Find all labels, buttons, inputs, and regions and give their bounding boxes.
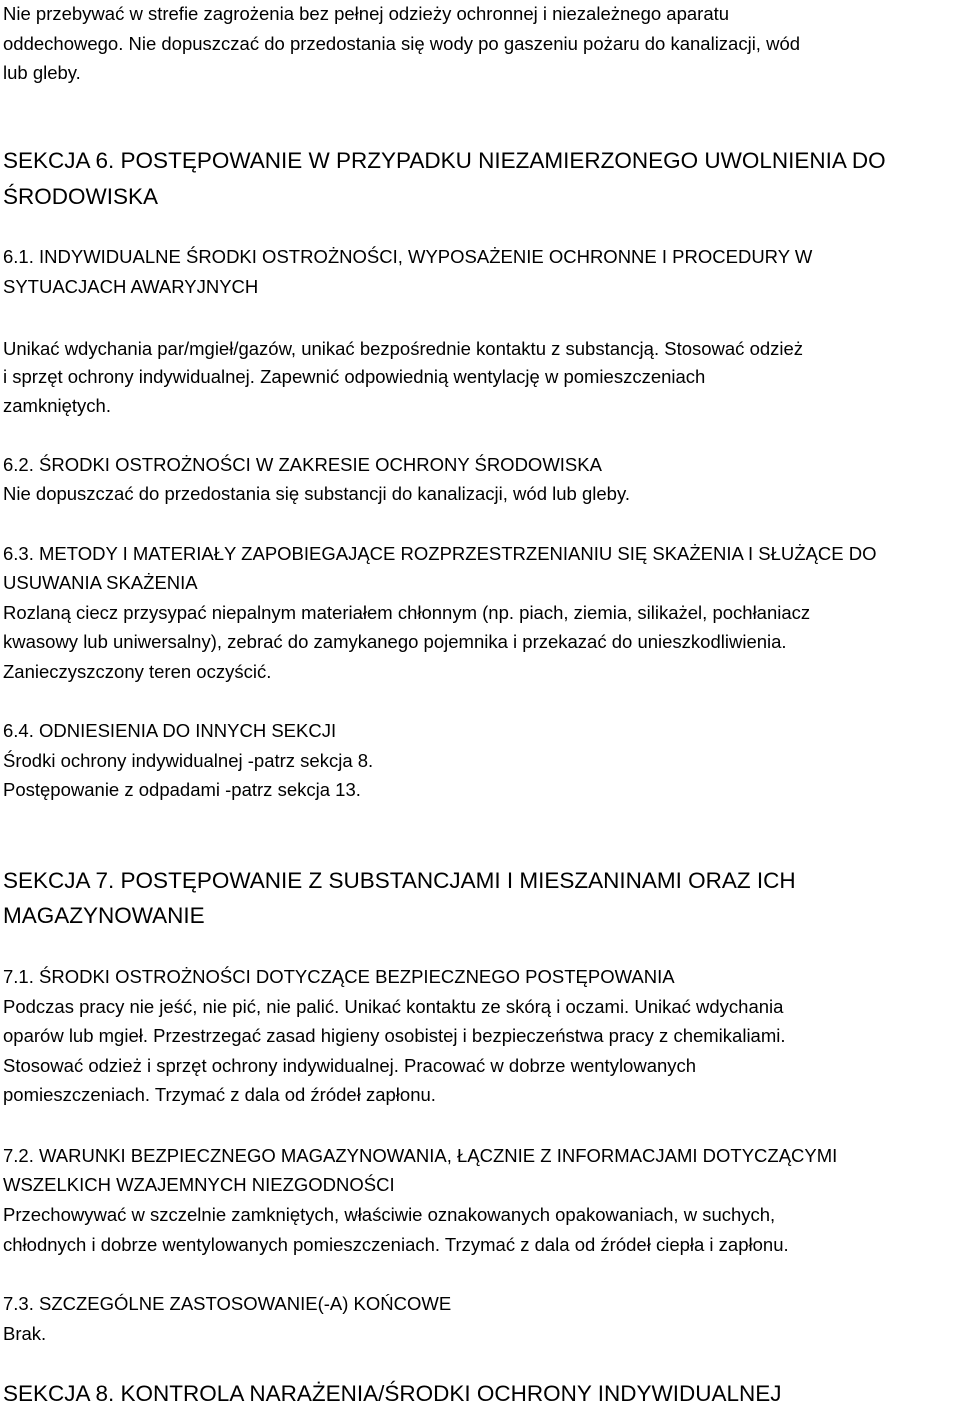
section-8-heading: SEKCJA 8. KONTROLA NARAŻENIA/ŚRODKI OCHRONY INDYWIDUALNEJ xyxy=(3,1381,782,1406)
text-line: Rozlaną ciecz przysypać niepalnym materiałem chłonnym (np. piach, ziemia, silikażel, pochłaniacz xyxy=(3,602,811,623)
text-line: lub gleby. xyxy=(3,62,81,83)
text-line: zamkniętych. xyxy=(3,395,111,416)
text-line: i sprzęt ochrony indywidualnej. Zapewnić odpowiednią wentylację w pomieszczeniach xyxy=(3,366,706,387)
subsection-6-4-heading: 6.4. ODNIESIENIA DO INNYCH SEKCJI xyxy=(3,720,337,741)
text-line: Unikać wdychania par/mgieł/gazów, unikać bezpośrednie kontaktu z substancją. Stosować odzież xyxy=(3,338,804,359)
section-6-heading-cont: ŚRODOWISKA xyxy=(3,184,159,209)
section-7-heading: SEKCJA 7. POSTĘPOWANIE Z SUBSTANCJAMI I MIESZANINAMI ORAZ ICH xyxy=(3,868,796,893)
subsection-7-2-heading: 7.2. WARUNKI BEZPIECZNEGO MAGAZYNOWANIA, ŁĄCZNIE Z INFORMACJAMI DOTYCZĄCYMI xyxy=(3,1145,838,1166)
section-6-heading: SEKCJA 6. POSTĘPOWANIE W PRZYPADKU NIEZAMIERZONEGO UWOLNIENIA DO xyxy=(3,148,886,173)
subsection-6-3-heading-cont: USUWANIA SKAŻENIA xyxy=(3,572,198,593)
text-line: Nie dopuszczać do przedostania się substancji do kanalizacji, wód lub gleby. xyxy=(3,483,630,504)
text-line: oddechowego. Nie dopuszczać do przedostania się wody po gaszeniu pożaru do kanalizacji, wód xyxy=(3,33,801,54)
subsection-7-2-heading-cont: WSZELKICH WZAJEMNYCH NIEZGODNOŚCI xyxy=(3,1174,395,1195)
text-line: Przechowywać w szczelnie zamkniętych, właściwie oznakowanych opakowaniach, w suchych, xyxy=(3,1204,776,1225)
text-line: Brak. xyxy=(3,1323,47,1344)
subsection-6-1-heading-cont: SYTUACJACH AWARYJNYCH xyxy=(3,276,259,297)
text-line: Stosować odzież i sprzęt ochrony indywidualnej. Pracować w dobrze wentylowanych xyxy=(3,1055,697,1076)
text-line: kwasowy lub uniwersalny), zebrać do zamykanego pojemnika i przekazać do unieszkodliwienia. xyxy=(3,631,787,652)
subsection-7-1-heading: 7.1. ŚRODKI OSTROŻNOŚCI DOTYCZĄCE BEZPIECZNEGO POSTĘPOWANIA xyxy=(3,966,675,987)
text-line: Podczas pracy nie jeść, nie pić, nie palić. Unikać kontaktu ze skórą i oczami. Unikać wdychania xyxy=(3,996,784,1017)
section-7-heading-cont: MAGAZYNOWANIE xyxy=(3,903,205,928)
subsection-6-1-heading: 6.1. INDYWIDUALNE ŚRODKI OSTROŻNOŚCI, WYPOSAŻENIE OCHRONNE I PROCEDURY W xyxy=(3,246,813,267)
text-line: Środki ochrony indywidualnej -patrz sekcja 8. xyxy=(3,750,374,771)
subsection-6-2-heading: 6.2. ŚRODKI OSTROŻNOŚCI W ZAKRESIE OCHRONY ŚRODOWISKA xyxy=(3,454,602,475)
text-line: pomieszczeniach. Trzymać z dala od źródeł zapłonu. xyxy=(3,1084,436,1105)
text-line: Postępowanie z odpadami -patrz sekcja 13. xyxy=(3,779,361,800)
text-line: Zanieczyszczony teren oczyścić. xyxy=(3,661,272,682)
text-line: oparów lub mgieł. Przestrzegać zasad higieny osobistej i bezpieczeństwa pracy z chemikaliami. xyxy=(3,1025,786,1046)
subsection-7-3-heading: 7.3. SZCZEGÓLNE ZASTOSOWANIE(-A) KOŃCOWE xyxy=(3,1293,452,1314)
text-line: chłodnych i dobrze wentylowanych pomieszczeniach. Trzymać z dala od źródeł ciepła i zapłonu. xyxy=(3,1234,789,1255)
subsection-6-3-heading: 6.3. METODY I MATERIAŁY ZAPOBIEGAJĄCE ROZPRZESTRZENIANIU SIĘ SKAŻENIA I SŁUŻĄCE DO xyxy=(3,543,877,564)
text-line: Nie przebywać w strefie zagrożenia bez pełnej odzieży ochronnej i niezależnego aparatu xyxy=(3,3,730,24)
